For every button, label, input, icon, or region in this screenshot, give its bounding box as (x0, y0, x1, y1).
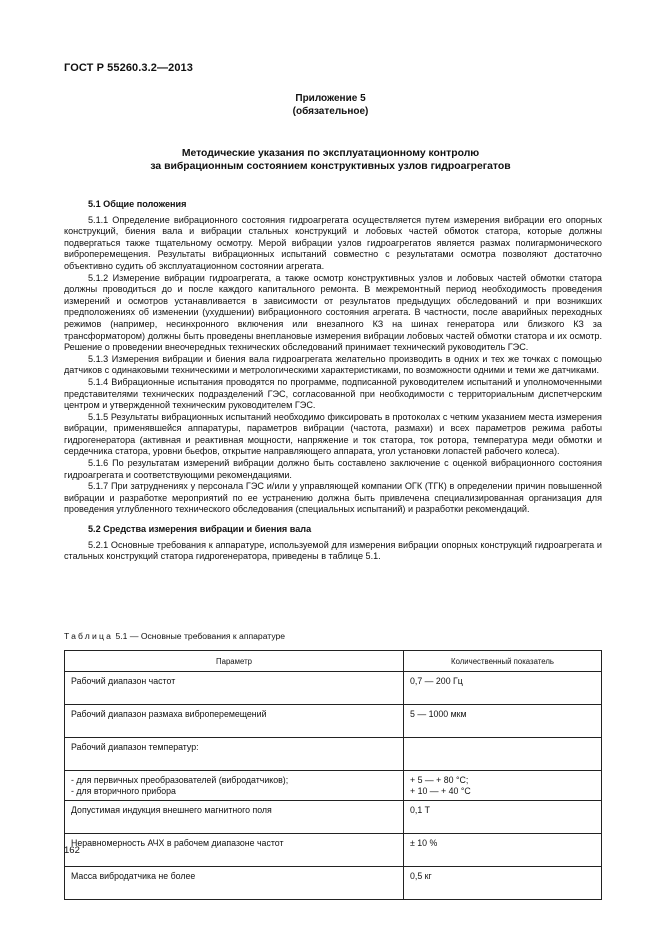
paragraph-5-1-5: 5.1.5 Результаты вибрационных испытаний необходимо фиксировать в протоколах с четким указанием места измерения вибрации, применявшейся аппаратуры, параметров вибрации (частота, размахи) и всех параметров режима работы гидрогенератора (активная и реактивная мощности, напряжение и ток статора, ток ротора, температура меди обмотки и сердечника статора, уровни бьефов, открытие направляющего аппарата, угол установки лопастей рабочего колеса). (64, 411, 602, 457)
document-body (64, 199, 602, 563)
paragraph-5-1-4: 5.1.4 Вибрационные испытания проводятся по программе, подписанной руководителем испытаний и уполномоченными представителями технических подразделений ГЭС, согласованной при необходимости с территориальным диспетчерским центром и утвержденной техническим руководителем ГЭС. (64, 376, 602, 411)
table-row (65, 672, 602, 705)
cell-parameter: Неравномерность АЧХ в рабочем диапазоне частот (65, 834, 404, 867)
requirements-table (64, 650, 602, 900)
paragraph-5-1-6: 5.1.6 По результатам измерений вибрации должно быть составлено заключение с оценкой вибрационного состояния гидроагрегата и соответствующими рекомендациями. (64, 458, 602, 480)
cell-value-line1: + 5 — + 80 °С; (410, 775, 469, 785)
paragraph-5-1-2: 5.1.2 Измерение вибрации гидроагрегата, а также осмотр конструктивных узлов и лобовых частей обмотки статора должны проводиться до и после каждого капитального ремонта. В межремонтный период необходимость проведения измерений и осмотров устанавливается в зависимости от результатов предыдущих обследований и при возникших предположениях об изменении (ухудшении) вибрационного состояния агрегата. В частности, после аварийных переходных режимов (например, несинхронного включения или внезапного КЗ на шинах генератора или близкого КЗ за трансформатором) должны быть проведены внеплановые измерения вибрации лобовых частей обмотки статора и их осмотр. Решение о проведении внеочередных технических обследований принимает технический руководитель ГЭС. (64, 272, 602, 353)
standard-code: ГОСТ Р 55260.3.2—2013 (64, 62, 193, 74)
cell-value: 0,7 — 200 Гц (404, 672, 602, 705)
header-parameter: Параметр (65, 651, 404, 672)
appendix-status: (обязательное) (292, 106, 369, 117)
document-title (40, 147, 621, 173)
table-row (65, 801, 602, 834)
cell-parameter: Допустимая индукция внешнего магнитного поля (65, 801, 404, 834)
cell-value (404, 771, 602, 801)
cell-parameter: Масса вибродатчика не более (65, 867, 404, 900)
cell-parameter: Рабочий диапазон размаха виброперемещений (65, 705, 404, 738)
cell-parameter: Рабочий диапазон частот (65, 672, 404, 705)
cell-value: ± 10 % (404, 834, 602, 867)
cell-value: 0,1 Т (404, 801, 602, 834)
page-number: 162 (64, 845, 80, 856)
paragraph-5-1-3: 5.1.3 Измерения вибрации и биения вала гидроагрегата желательно производить в одних и тех же точках с помощью датчиков с одинаковыми техническими и метрологическими характеристиками, по возможности одними и теми же датчиками. (64, 353, 602, 376)
table-caption-label: Таблица (64, 631, 114, 641)
paragraph-5-1-7: 5.1.7 При затруднениях у персонала ГЭС и/или у управляющей компании ОГК (ТГК) в определении причин повышенной вибрации и разработке мероприятий по ее устранению должна быть привлечена специализированная организация для проведения углубленного технического обследования (специальных испытаний) и разработки рекомендаций. (64, 481, 602, 515)
cell-value: 5 — 1000 мкм (404, 705, 602, 738)
paragraph-5-1-1: 5.1.1 Определение вибрационного состояния гидроагрегата осуществляется путем измерения вибрации его опорных конструкций, биения вала и вибрации стальных конструкций и лобовых частей обмоток статора, которые должны подвергаться также тщательному осмотру. Мерой вибрации узлов гидроагрегатов является размах полигармонического виброперемещения. Результаты вибрационных испытаний совместно с результатами осмотра позволяют достаточно объективно судить об эксплуатационном состоянии агрегата. (64, 214, 602, 271)
document-title-line2: за вибрационным состоянием конструктивных узлов гидроагрегатов (150, 161, 511, 172)
appendix-title: Приложение 5 (295, 93, 366, 104)
document-title-line1: Методические указания по эксплуатационному контролю (181, 148, 480, 159)
paragraph-5-2-1: 5.2.1 Основные требования к аппаратуре, используемой для измерения вибрации опорных конструкций гидроагрегата и стальных конструкций статора гидрогенератора, приведены в таблице 5.1. (64, 539, 602, 562)
cell-parameter-line2: - для вторичного прибора (71, 786, 176, 796)
table-row (65, 738, 602, 771)
cell-parameter-line1: - для первичных преобразователей (вибродатчиков); (71, 775, 289, 785)
cell-parameter (65, 771, 404, 801)
table-caption-text: 5.1 — Основные требования к аппаратуре (115, 631, 286, 641)
header-value: Количественный показатель (404, 651, 602, 672)
table-row (65, 834, 602, 867)
cell-parameter: Рабочий диапазон температур: (65, 738, 404, 771)
cell-value (404, 738, 602, 771)
cell-value: 0,5 кг (404, 867, 602, 900)
table-row (65, 867, 602, 900)
table-row (65, 771, 602, 801)
appendix-heading (0, 92, 661, 118)
section-heading-5-1: 5.1 Общие положения (88, 199, 187, 209)
table-row (65, 705, 602, 738)
section-heading-5-2: 5.2 Средства измерения вибрации и биения вала (88, 524, 312, 535)
cell-value-line2: + 10 — + 40 °С (410, 786, 471, 796)
table-header-row (65, 651, 602, 672)
table-caption (64, 631, 285, 641)
